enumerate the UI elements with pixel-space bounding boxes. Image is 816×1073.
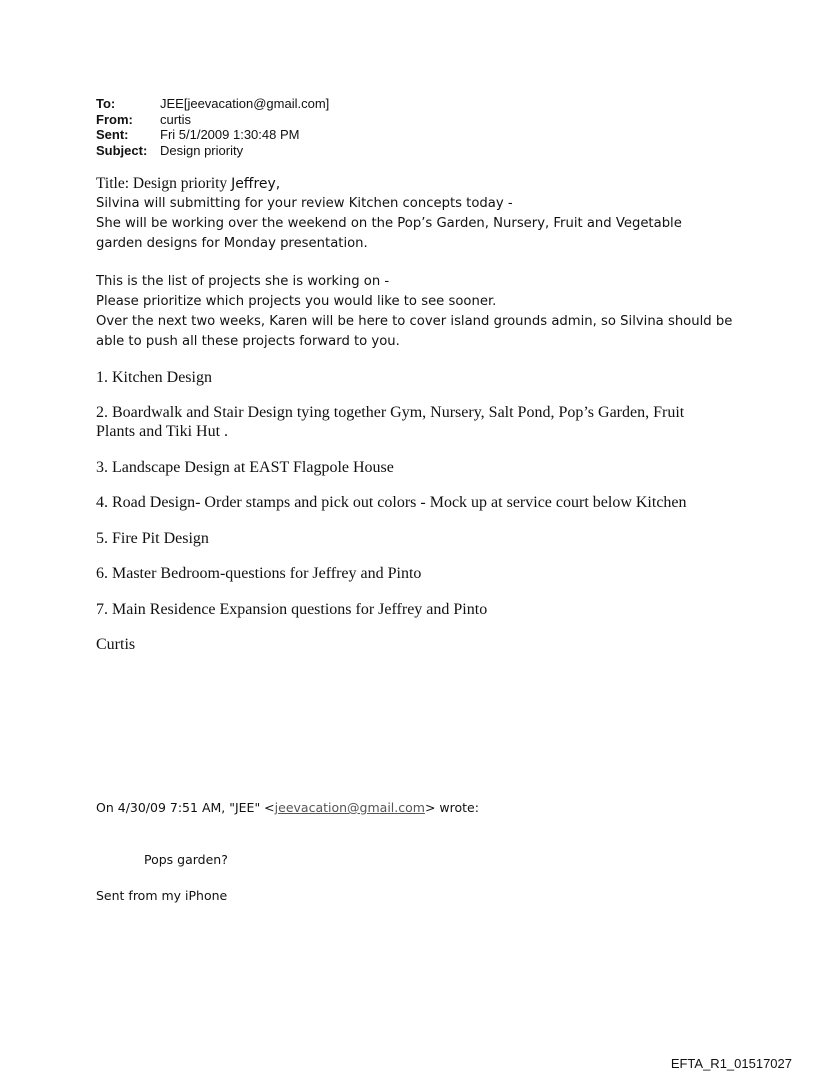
paragraph-2: [96, 272, 736, 352]
project-item-1: 1. Kitchen Design: [96, 369, 212, 386]
paragraph-1: [96, 194, 736, 254]
signoff: Curtis: [96, 636, 136, 653]
greeting: Jeffrey,: [231, 176, 281, 192]
paragraph-1-line: She will be working over the weekend on the Pop’s Garden, Nursery, Fruit and Vegetable: [96, 216, 682, 231]
from-value: curtis: [160, 111, 192, 127]
body-title: Title: Design priority: [96, 175, 228, 192]
paragraph-2-line: able to push all these projects forward to you.: [96, 334, 400, 349]
project-item-7: 7. Main Residence Expansion questions for Jeffrey and Pinto: [96, 601, 488, 618]
to-value: JEE[jeevacation@gmail.com]: [160, 96, 330, 111]
paragraph-1-line: garden designs for Monday presentation.: [96, 236, 368, 251]
email-header: [96, 96, 329, 158]
body-title-line: [96, 174, 280, 194]
sent-value: Fri 5/1/2009 1:30:48 PM: [160, 127, 300, 142]
to-label: To:: [96, 96, 116, 111]
quoted-signature: Sent from my iPhone: [96, 888, 228, 903]
quoted-intro-suffix: > wrote:: [424, 800, 479, 815]
project-item-4: 4. Road Design- Order stamps and pick out colors - Mock up at service court below Kitchen: [96, 494, 687, 511]
paragraph-2-line: This is the list of projects she is working on -: [96, 274, 390, 289]
subject-value: Design priority: [160, 142, 244, 158]
email-link[interactable]: jeevacation@gmail.com: [274, 800, 425, 815]
document-id: EFTA_R1_01517027: [670, 1056, 792, 1071]
from-label: From:: [96, 111, 133, 127]
quoted-intro: [96, 800, 479, 815]
quoted-message: Pops garden?: [144, 852, 228, 867]
from-row: [96, 112, 329, 128]
paragraph-2-line: Over the next two weeks, Karen will be here to cover island grounds admin, so Silvina should be: [96, 314, 733, 329]
sent-row: [96, 127, 329, 143]
project-item-6: 6. Master Bedroom-questions for Jeffrey and Pinto: [96, 565, 422, 582]
sent-label: Sent:: [96, 127, 129, 142]
subject-label: Subject:: [96, 142, 148, 158]
to-row: [96, 96, 329, 112]
project-item-2: 2. Boardwalk and Stair Design tying together Gym, Nursery, Salt Pond, Pop’s Garden, Fruit Plants and Tiki Hut .: [96, 404, 685, 440]
subject-row: [96, 143, 329, 159]
project-item-5: 5. Fire Pit Design: [96, 530, 209, 547]
project-item-3: 3. Landscape Design at EAST Flagpole House: [96, 459, 394, 476]
paragraph-2-line: Please prioritize which projects you would like to see sooner.: [96, 294, 497, 309]
paragraph-1-line: Silvina will submitting for your review Kitchen concepts today -: [96, 196, 513, 211]
quoted-intro-text: On 4/30/09 7:51 AM, "JEE" <: [96, 800, 275, 815]
